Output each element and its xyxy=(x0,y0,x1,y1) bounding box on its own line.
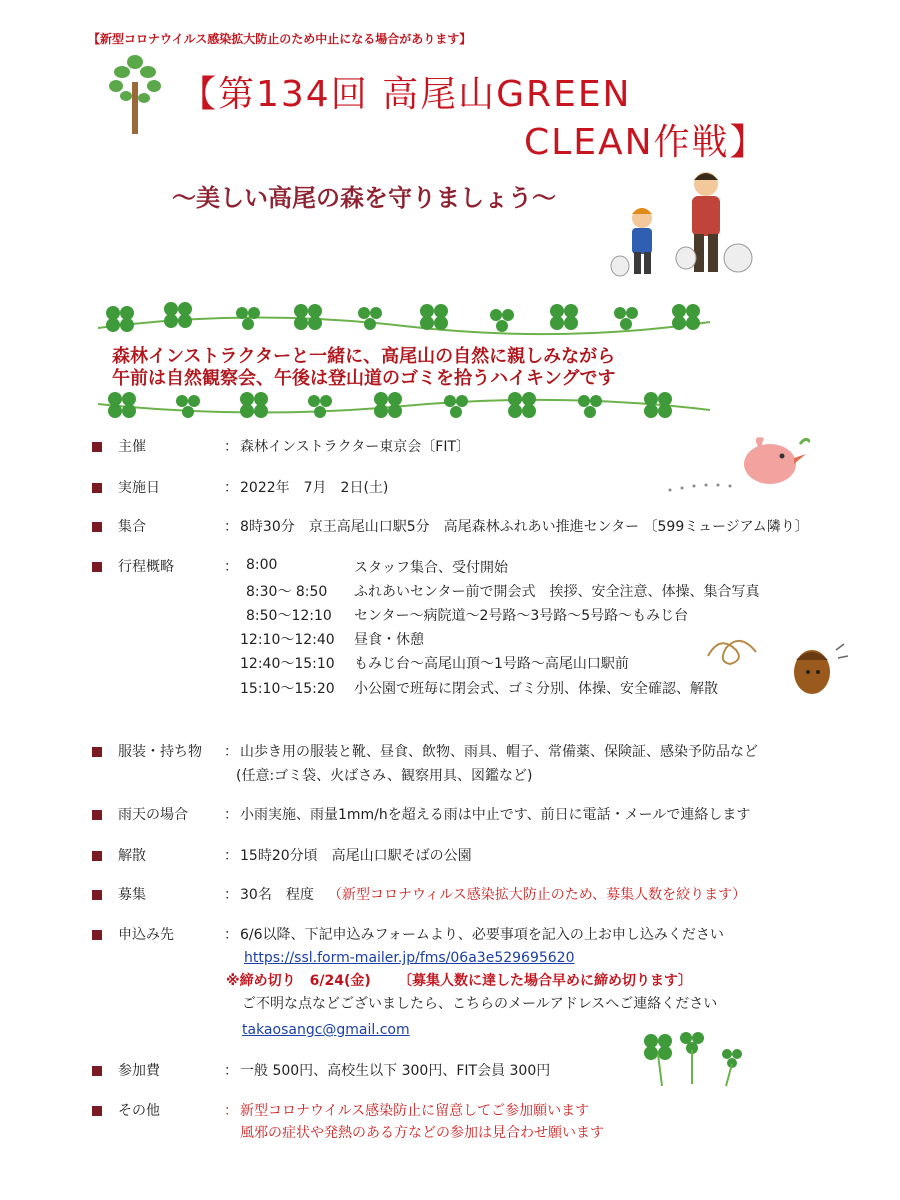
banner-line2: 午前は自然観察会、午後は登山道のゴミを拾うハイキングです xyxy=(112,368,616,389)
rain-label: 雨天の場合 xyxy=(118,807,188,823)
other-value2: 風邪の症状や発熱のある方などの参加は見合わせ願います xyxy=(240,1125,604,1141)
schedule-label: 行程概略 xyxy=(118,559,174,575)
apply-contact-text: ご不明な点などございましたら、こちらのメールアドレスへご連絡ください xyxy=(242,996,718,1012)
dismissal-value: 15時20分頃 高尾山口駅そばの公園 xyxy=(240,848,472,864)
event-title-line1: 【第134回 高尾山GREEN xyxy=(180,74,632,115)
schedule-desc: 昼食・休憩 xyxy=(354,632,424,648)
fee-value: 一般 500円、高校生以下 300円、FIT会員 300円 xyxy=(240,1063,551,1079)
schedule-time: 15:10～15:20 xyxy=(240,681,335,697)
recruit-label: 募集 xyxy=(118,887,146,903)
recruit-note: （新型コロナウィルス感染拡大防止のため、募集人数を絞ります） xyxy=(328,887,747,903)
bullet-icon xyxy=(92,522,102,532)
apply-label: 申込み先 xyxy=(118,927,174,943)
schedule-time: 8:50～12:10 xyxy=(246,608,332,624)
dismissal-colon: ： xyxy=(224,848,238,864)
bullet-icon xyxy=(92,1106,102,1116)
rain-colon: ： xyxy=(224,807,238,823)
bullet-icon xyxy=(92,442,102,452)
bullet-icon xyxy=(92,483,102,493)
recruit-value: 30名 程度 xyxy=(240,887,314,903)
schedule-time: 12:10～12:40 xyxy=(240,632,335,648)
schedule-desc: ふれあいセンター前で開会式 挨拶、安全注意、体操、集合写真 xyxy=(354,584,760,600)
bullet-icon xyxy=(92,810,102,820)
organizer-label: 主催 xyxy=(118,439,146,455)
bird-illustration xyxy=(660,430,810,500)
fee-label: 参加費 xyxy=(118,1063,160,1079)
bullet-icon xyxy=(92,747,102,757)
other-value: 新型コロナウイルス感染防止に留意してご参加願います xyxy=(240,1103,590,1119)
clover-decoration-icon xyxy=(636,1024,756,1090)
meeting-label: 集合 xyxy=(118,519,146,535)
organizer-value: 森林インストラクター東京会〔FIT〕 xyxy=(240,439,471,455)
apply-instructions: 6/6以降、下記申込みフォームより、必要事項を記入の上お申し込みください xyxy=(240,927,724,943)
hikers-illustration xyxy=(606,166,766,284)
date-label: 実施日 xyxy=(118,480,160,496)
rain-value: 小雨実施、雨量1mm/hを超える雨は中止です、前日に電話・メールで連絡します xyxy=(240,807,751,823)
schedule-time: 12:40～15:10 xyxy=(240,656,335,672)
bullet-icon xyxy=(92,851,102,861)
schedule-colon: ： xyxy=(224,559,238,575)
apply-email-link[interactable]: takaosangc@gmail.com xyxy=(242,1022,410,1038)
acorn-illustration xyxy=(700,626,850,700)
organizer-colon: ： xyxy=(224,439,238,455)
other-label: その他 xyxy=(118,1103,160,1119)
date-colon: ： xyxy=(224,480,238,496)
clothing-value: 山歩き用の服装と靴、昼食、飲物、雨具、帽子、常備薬、保険証、感染予防品など xyxy=(240,744,758,760)
clover-border-top xyxy=(98,298,710,338)
event-subtitle: ～美しい高尾の森を守りましょう～ xyxy=(172,184,556,212)
cancellation-notice: 【新型コロナウイルス感染拡大防止のため中止になる場合があります】 xyxy=(88,32,472,46)
bullet-icon xyxy=(92,890,102,900)
schedule-time: 8:30～ 8:50 xyxy=(246,584,328,600)
schedule-time: 8:00 xyxy=(246,557,278,573)
schedule-desc: スタッフ集合、受付開始 xyxy=(354,560,508,576)
date-value: 2022年 7月 2日(土) xyxy=(240,480,389,496)
apply-deadline-note: 〔募集人数に達した場合早めに締め切ります〕 xyxy=(398,973,692,989)
meeting-value: 8時30分 京王高尾山口駅5分 高尾森林ふれあい推進センター 〔599ミュージアム隣り〕 xyxy=(240,519,809,535)
recruit-colon: ： xyxy=(224,887,238,903)
apply-deadline: ※締め切り 6/24(金) xyxy=(226,973,371,989)
banner-line1: 森林インストラクターと一緒に、高尾山の自然に親しみながら xyxy=(112,346,616,367)
schedule-desc: もみじ台～高尾山頂～1号路～高尾山口駅前 xyxy=(354,656,629,672)
apply-form-link[interactable]: https://ssl.form-mailer.jp/fms/06a3e529695620 xyxy=(244,950,575,966)
bullet-icon xyxy=(92,930,102,940)
dismissal-label: 解散 xyxy=(118,848,146,864)
tree-illustration xyxy=(104,52,168,136)
schedule-desc: センター～病院道～2号路～3号路～5号路～もみじ台 xyxy=(354,608,689,624)
other-colon: ： xyxy=(224,1103,238,1119)
fee-colon: ： xyxy=(224,1063,238,1079)
meeting-colon: ： xyxy=(224,519,238,535)
clover-border-bottom xyxy=(98,384,710,424)
apply-colon: ： xyxy=(224,927,238,943)
event-title-line2: CLEAN作戦】 xyxy=(524,122,768,163)
clothing-colon: ： xyxy=(224,744,238,760)
clothing-optional: (任意:ゴミ袋、火ばさみ、観察用具、図鑑など) xyxy=(236,768,533,784)
clothing-label: 服装・持ち物 xyxy=(118,744,202,760)
bullet-icon xyxy=(92,562,102,572)
bullet-icon xyxy=(92,1066,102,1076)
schedule-desc: 小公園で班毎に閉会式、ゴミ分別、体操、安全確認、解散 xyxy=(354,681,718,697)
